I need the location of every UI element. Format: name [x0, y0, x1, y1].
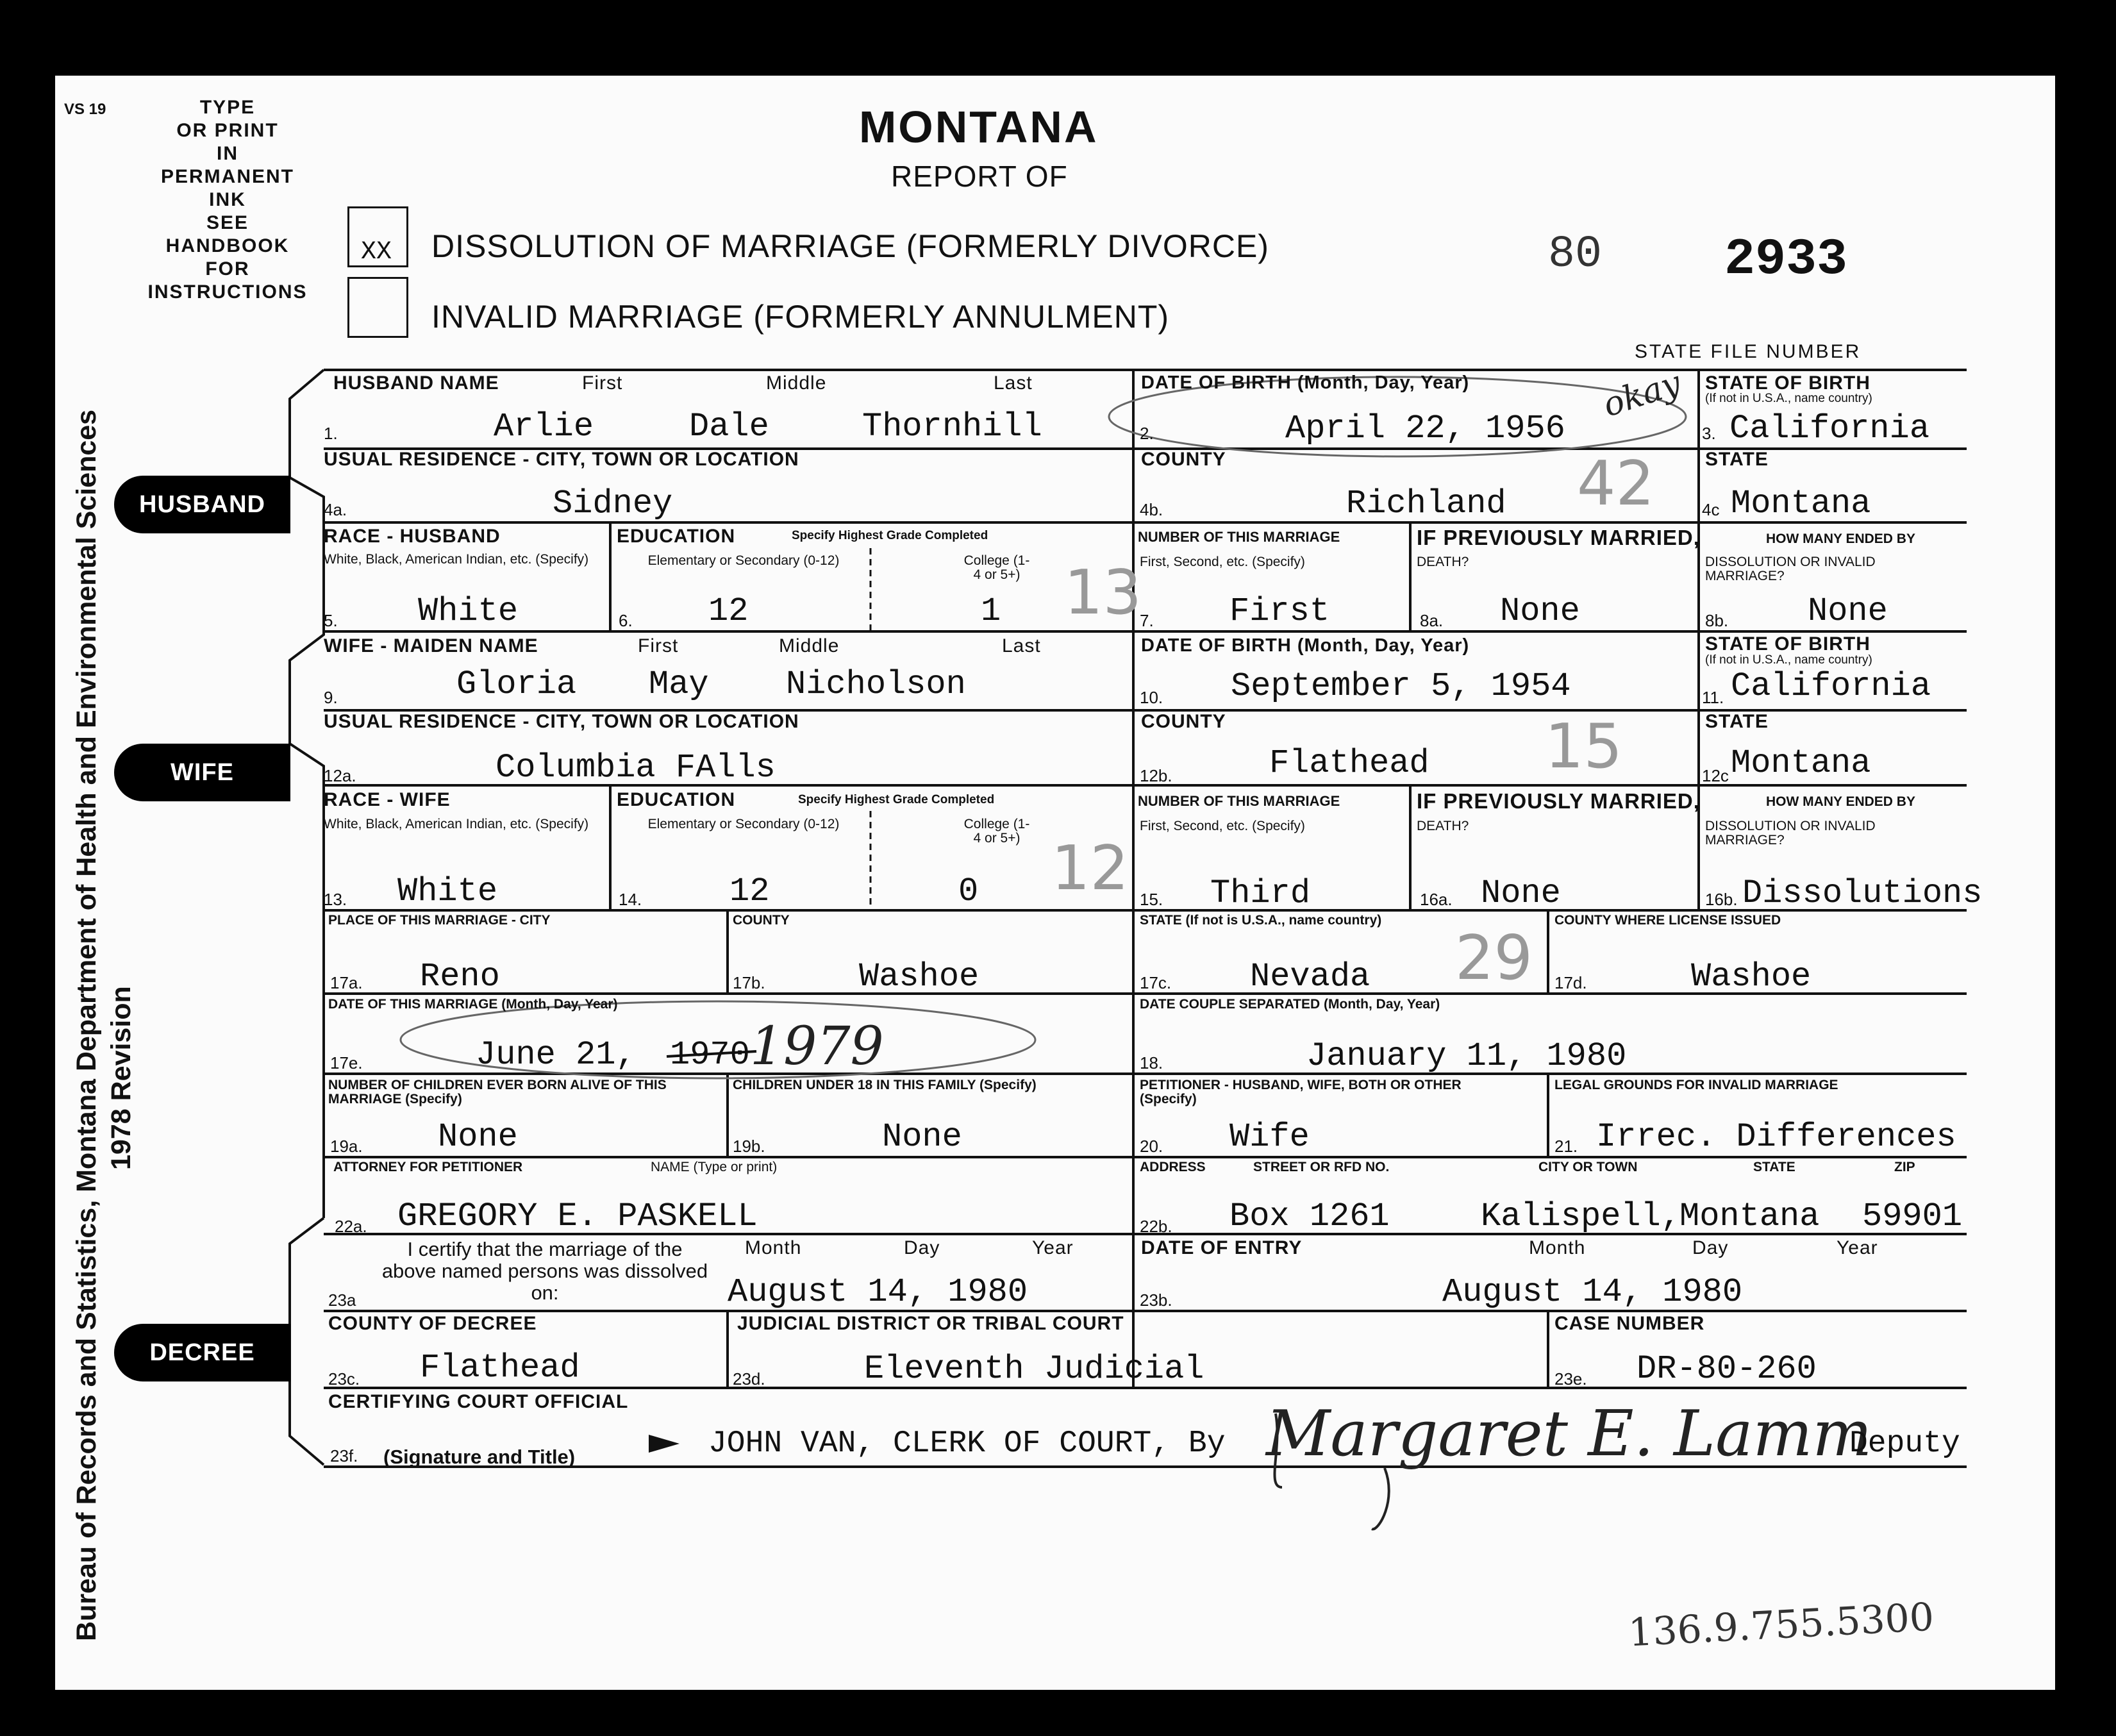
attorney-street: Box 1261: [1229, 1198, 1390, 1235]
signature-title-label: (Signature and Title): [383, 1446, 576, 1468]
day-label: Day: [904, 1237, 940, 1258]
wife-state-of-birth: California: [1731, 667, 1931, 705]
husband-tab: HUSBAND: [114, 476, 290, 533]
husband-dob: April 22, 1956: [1285, 410, 1565, 447]
state-of-birth-label: STATE OF BIRTH: [1705, 633, 1870, 655]
item-number: 3.: [1702, 424, 1716, 443]
wife-dob: September 5, 1954: [1231, 667, 1571, 705]
first-label: First: [638, 635, 679, 656]
wife-maiden-label: WIFE - MAIDEN NAME: [324, 635, 538, 656]
marriage-year-struck: 1970: [670, 1036, 750, 1074]
decree-court: Eleventh Judicial: [864, 1350, 1204, 1388]
state-label: STATE: [1705, 711, 1769, 732]
legal-grounds: Irrec. Differences: [1596, 1118, 1956, 1156]
husband-college: 1: [981, 592, 1001, 630]
wife-marriage-number: Third: [1210, 874, 1311, 912]
county-license-label: COUNTY WHERE LICENSE ISSUED: [1554, 913, 1781, 928]
death-label: DEATH?: [1417, 819, 1469, 833]
item-number: 7.: [1140, 611, 1154, 630]
county-of-decree-label: COUNTY OF DECREE: [328, 1313, 537, 1334]
item-number: 12b.: [1140, 766, 1172, 785]
husband-elementary: 12: [708, 592, 749, 630]
dissolution-invalid-label: DISSOLUTION OR INVALID MARRIAGE?: [1705, 819, 1876, 848]
item-number: 22a.: [335, 1217, 367, 1236]
item-number: 11.: [1702, 688, 1724, 707]
how-many-label: HOW MANY ENDED BY: [1766, 531, 1915, 546]
husband-middle-name: Dale: [689, 408, 769, 446]
first-label: First: [582, 372, 623, 394]
husband-ended-death: None: [1500, 592, 1580, 630]
wife-residence: Columbia FAlls: [496, 749, 776, 787]
bottom-code-annotation: 136.9.755.5300: [1627, 1594, 1935, 1656]
attorney-label: ATTORNEY FOR PETITIONER: [333, 1160, 523, 1174]
marriage-state: Nevada: [1250, 958, 1370, 996]
if-not-usa-note: (If not in U.S.A., name country): [1705, 653, 1872, 667]
item-number: 4a.: [324, 500, 347, 519]
item-number: 17d.: [1554, 973, 1587, 992]
marriage-city: Reno: [420, 958, 500, 996]
wife-middle-name: May: [649, 665, 709, 703]
item-number: 10.: [1140, 688, 1163, 707]
item-number: 21.: [1554, 1137, 1578, 1156]
children-born: None: [438, 1118, 518, 1156]
date-separated: January 11, 1980: [1306, 1037, 1627, 1075]
wife-race: White: [397, 872, 498, 910]
middle-label: Middle: [779, 635, 840, 656]
item-number: 5.: [324, 611, 338, 630]
attorney-city: Kalispell,: [1481, 1198, 1681, 1235]
county-label: COUNTY: [1141, 449, 1226, 470]
education-note: Specify Highest Grade Completed: [798, 793, 995, 806]
form-number: VS 19: [64, 101, 106, 118]
wife-state: Montana: [1731, 744, 1871, 782]
month-label: Month: [745, 1237, 802, 1258]
state-short-label: STATE: [1753, 1160, 1795, 1174]
usual-residence-label: USUAL RESIDENCE - CITY, TOWN OR LOCATION: [324, 449, 799, 470]
race-note: White, Black, American Indian, etc. (Specify): [324, 552, 589, 567]
name-type-label: NAME (Type or print): [651, 1160, 778, 1174]
children-under-18-label: CHILDREN UNDER 18 IN THIS FAMILY (Specify): [733, 1078, 1037, 1092]
item-number: 12a.: [324, 766, 356, 785]
item-number: 23b.: [1140, 1290, 1172, 1310]
marriage-county: Washoe: [859, 958, 979, 996]
wife-first-name: Gloria: [456, 665, 577, 703]
dob-label: DATE OF BIRTH (Month, Day, Year): [1141, 372, 1470, 393]
item-number: 19a.: [330, 1137, 363, 1156]
certify-statement: I certify that the marriage of the above named persons was dissolved on:: [381, 1238, 708, 1304]
day-label: Day: [1692, 1237, 1729, 1258]
date-separated-label: DATE COUPLE SEPARATED (Month, Day, Year): [1140, 997, 1440, 1012]
how-many-label: HOW MANY ENDED BY: [1766, 794, 1915, 809]
pen-code: 42: [1577, 449, 1654, 519]
pen-code: 15: [1545, 712, 1622, 782]
item-number: 9.: [324, 688, 338, 707]
item-number: 1.: [324, 424, 338, 443]
education-label: EDUCATION: [617, 789, 736, 810]
option-dissolution: DISSOLUTION OF MARRIAGE (FORMERLY DIVORCE): [431, 228, 1269, 264]
elementary-label: Elementary or Secondary (0-12): [647, 553, 840, 568]
file-year: 80: [1548, 230, 1603, 280]
decree-county: Flathead: [420, 1349, 580, 1387]
pen-code: 13: [1064, 558, 1142, 628]
decree-tab: DECREE: [114, 1324, 290, 1381]
education-note: Specify Highest Grade Completed: [792, 529, 988, 542]
if-previously-label: IF PREVIOUSLY MARRIED,: [1417, 526, 1700, 549]
zip-label: ZIP: [1894, 1160, 1915, 1174]
license-county: Washoe: [1691, 958, 1812, 996]
option-invalid: INVALID MARRIAGE (FORMERLY ANNULMENT): [431, 299, 1170, 335]
year-label: Year: [1032, 1237, 1074, 1258]
husband-marriage-number: First: [1229, 592, 1330, 630]
invalid-marriage-checkbox[interactable]: [347, 277, 408, 338]
college-label: College (1-4 or 5+): [963, 817, 1030, 846]
number-of-marriage-label: NUMBER OF THIS MARRIAGE: [1138, 529, 1340, 545]
sidebar-bureau-text: Bureau of Records and Statistics, Montana Department of Health and Environmental Sciences: [71, 409, 102, 1641]
item-number: 14.: [619, 890, 642, 909]
attorney-zip: 59901: [1862, 1198, 1963, 1235]
education-label: EDUCATION: [617, 526, 736, 547]
report-of-title: REPORT OF: [891, 160, 1068, 193]
husband-first-name: Arlie: [494, 408, 594, 446]
item-number: 23c.: [328, 1369, 360, 1389]
item-number: 2.: [1140, 424, 1154, 443]
state-of-birth-label: STATE OF BIRTH: [1705, 372, 1870, 394]
pen-code: 29: [1455, 923, 1533, 994]
item-number: 20.: [1140, 1137, 1163, 1156]
item-number: 17a.: [330, 973, 363, 992]
husband-name-label: HUSBAND NAME: [333, 372, 499, 394]
wife-ended-death: None: [1481, 874, 1561, 912]
item-number: 23a: [328, 1290, 356, 1310]
husband-state-of-birth: California: [1729, 410, 1930, 447]
husband-residence: Sidney: [553, 485, 673, 522]
attorney-state: Montana: [1679, 1198, 1820, 1235]
last-label: Last: [1002, 635, 1041, 656]
item-number: 23f.: [330, 1446, 358, 1465]
if-previously-label: IF PREVIOUSLY MARRIED,: [1417, 789, 1700, 813]
checkbox-mark: XX: [361, 238, 392, 267]
race-note: White, Black, American Indian, etc. (Specify): [324, 817, 589, 831]
certifying-official: JOHN VAN, CLERK OF COURT, By: [708, 1426, 1226, 1461]
place-of-marriage-label: PLACE OF THIS MARRIAGE - CITY: [328, 913, 551, 928]
year-label: Year: [1837, 1237, 1878, 1258]
race-wife-label: RACE - WIFE: [324, 789, 451, 810]
item-number: 17e.: [330, 1053, 363, 1072]
date-of-entry: August 14, 1980: [1442, 1273, 1743, 1311]
state-if-not-label: STATE (If not is U.S.A., name country): [1140, 913, 1382, 928]
item-number: 16a.: [1420, 890, 1453, 909]
first-second-note: First, Second, etc. (Specify): [1140, 555, 1305, 569]
item-number: 19b.: [733, 1137, 765, 1156]
instructions-note: TYPE OR PRINT IN PERMANENT INK SEE HANDBOOK FOR INSTRUCTIONS: [147, 97, 308, 303]
if-not-usa-note: (If not in U.S.A., name country): [1705, 392, 1872, 405]
husband-county: Richland: [1346, 485, 1506, 522]
county-label: COUNTY: [1141, 711, 1226, 732]
item-number: 4b.: [1140, 500, 1163, 519]
case-number-label: CASE NUMBER: [1554, 1313, 1705, 1334]
state-title: MONTANA: [859, 102, 1099, 152]
deputy-label: Deputy: [1849, 1426, 1960, 1461]
husband-ended-dissolution: None: [1808, 592, 1888, 630]
item-number: 15.: [1140, 890, 1163, 909]
children-born-label: NUMBER OF CHILDREN EVER BORN ALIVE OF THIS MARRIAGE (Specify): [328, 1078, 667, 1107]
address-label: ADDRESS: [1140, 1160, 1206, 1174]
dissolution-invalid-label: DISSOLUTION OR INVALID MARRIAGE?: [1705, 555, 1876, 584]
month-label: Month: [1529, 1237, 1586, 1258]
college-label: College (1-4 or 5+): [963, 553, 1030, 583]
county-label-small: COUNTY: [733, 913, 790, 928]
children-under-18: None: [882, 1118, 962, 1156]
dissolution-checkbox[interactable]: [347, 206, 408, 267]
wife-county: Flathead: [1269, 744, 1429, 782]
number-of-marriage-label: NUMBER OF THIS MARRIAGE: [1138, 793, 1340, 809]
husband-state: Montana: [1731, 485, 1871, 522]
certifying-official-label: CERTIFYING COURT OFFICIAL: [328, 1391, 629, 1412]
item-number: 23d.: [733, 1369, 765, 1389]
item-number: 18.: [1140, 1053, 1163, 1072]
race-husband-label: RACE - HUSBAND: [324, 526, 501, 547]
file-number: 2933: [1724, 231, 1848, 289]
elementary-label: Elementary or Secondary (0-12): [647, 817, 840, 831]
marriage-date-typed: June 21,: [476, 1036, 636, 1074]
wife-last-name: Nicholson: [786, 665, 966, 703]
last-label: Last: [994, 372, 1033, 394]
item-number: 6.: [619, 611, 633, 630]
street-label: STREET OR RFD NO.: [1253, 1160, 1390, 1174]
wife-elementary: 12: [729, 872, 770, 910]
sidebar-revision-text: 1978 Revision: [106, 986, 137, 1170]
item-number: 16b.: [1705, 890, 1738, 909]
item-number: 12c: [1702, 766, 1729, 785]
legal-grounds-label: LEGAL GROUNDS FOR INVALID MARRIAGE: [1554, 1078, 1838, 1092]
dob-label: DATE OF BIRTH (Month, Day, Year): [1141, 635, 1470, 656]
item-number: 4c: [1702, 500, 1720, 519]
item-number: 23e.: [1554, 1369, 1587, 1389]
city-town-label: CITY OR TOWN: [1538, 1160, 1638, 1174]
dissolved-on-date: August 14, 1980: [728, 1273, 1028, 1311]
husband-last-name: Thornhill: [862, 408, 1042, 446]
state-label: STATE: [1705, 449, 1769, 470]
wife-ended-dissolution: Dissolutions: [1742, 874, 1983, 912]
wife-college: 0: [958, 872, 979, 910]
arrow-icon: [649, 1435, 679, 1453]
petitioner: Wife: [1229, 1118, 1310, 1156]
item-number: 17b.: [733, 973, 765, 992]
death-label: DEATH?: [1417, 555, 1469, 569]
deputy-signature: Margaret E. Lamm: [1266, 1398, 1872, 1471]
judicial-district-label: JUDICIAL DISTRICT OR TRIBAL COURT: [737, 1313, 1124, 1334]
petitioner-label: PETITIONER - HUSBAND, WIFE, BOTH OR OTHER (Specify): [1140, 1078, 1462, 1107]
wife-tab: WIFE: [114, 744, 290, 801]
item-number: 13.: [324, 890, 347, 909]
okay-annotation: okay: [1598, 363, 1686, 425]
state-file-number-label: STATE FILE NUMBER: [1635, 341, 1862, 362]
case-number: DR-80-260: [1637, 1350, 1817, 1388]
attorney-name: GREGORY E. PASKELL: [397, 1198, 758, 1235]
item-number: 17c.: [1140, 973, 1172, 992]
item-number: 22b.: [1140, 1217, 1172, 1236]
usual-residence-label: USUAL RESIDENCE - CITY, TOWN OR LOCATION: [324, 711, 799, 732]
date-of-entry-label: DATE OF ENTRY: [1141, 1237, 1303, 1258]
marriage-year-corrected: 1979: [750, 1016, 884, 1077]
item-number: 8a.: [1420, 611, 1444, 630]
item-number: 8b.: [1705, 611, 1729, 630]
first-second-note: First, Second, etc. (Specify): [1140, 819, 1305, 833]
date-of-marriage-label: DATE OF THIS MARRIAGE (Month, Day, Year): [328, 997, 618, 1012]
pen-code: 12: [1051, 833, 1129, 904]
middle-label: Middle: [766, 372, 827, 394]
husband-race: White: [418, 592, 519, 630]
